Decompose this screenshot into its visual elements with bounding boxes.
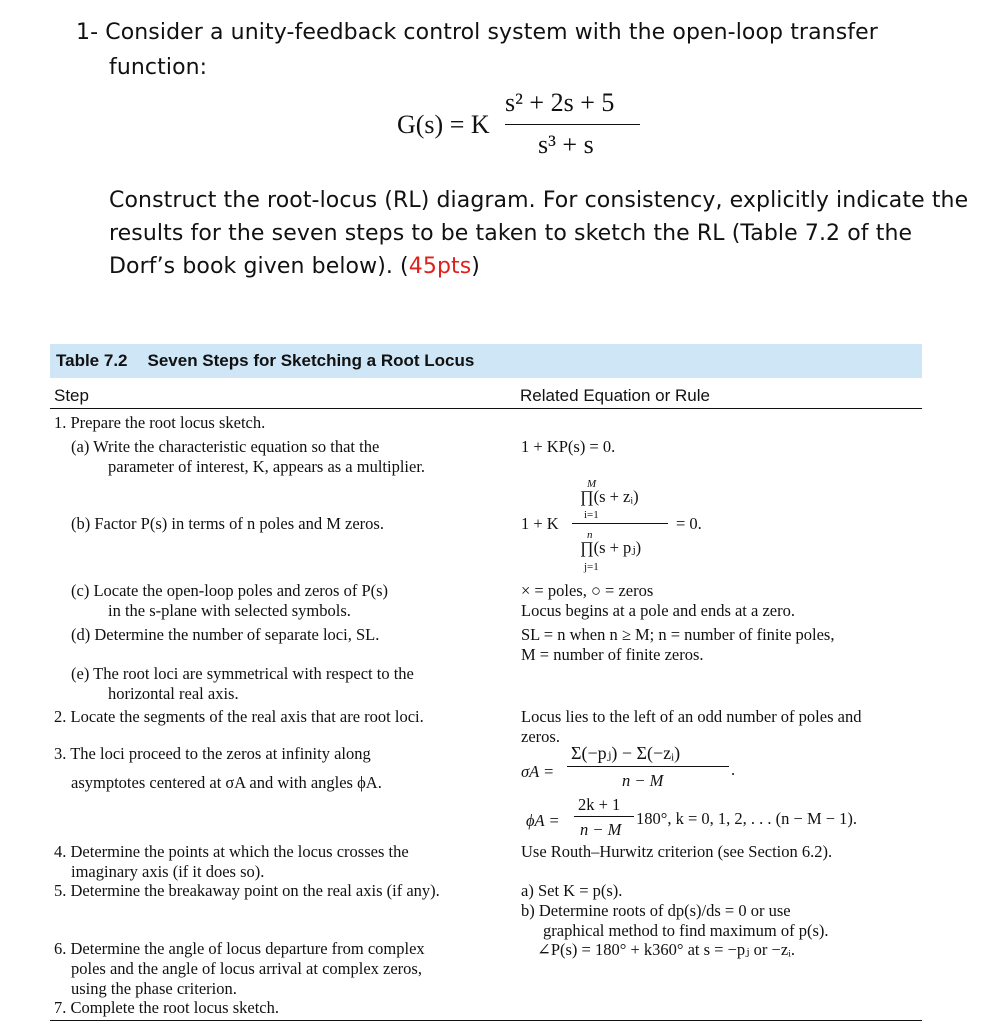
instruction-line-3 <box>109 254 480 279</box>
step-4-line-2: imaginary axis (if it does so). <box>71 862 265 881</box>
step-7: 7. Complete the root locus sketch. <box>54 998 279 1017</box>
step-1e-line-2: horizontal real axis. <box>108 684 239 703</box>
step-6-line-1: 6. Determine the angle of locus departure from complex <box>54 939 425 958</box>
rule-4: Use Routh–Hurwitz criterion (see Section 6.2). <box>521 842 833 861</box>
sigma-period: . <box>731 760 736 779</box>
rule-2-line-2: zeros. <box>521 727 560 746</box>
step-3-line-1: 3. The loci proceed to the zeros at infinity along <box>54 744 371 763</box>
step-1: 1. Prepare the root locus sketch. <box>54 413 266 432</box>
header-rule <box>50 408 922 409</box>
sigma-numerator: Σ(−pⱼ) − Σ(−zᵢ) <box>571 743 681 763</box>
equation-numerator: s² + 2s + 5 <box>505 88 615 117</box>
problem-line-2: function: <box>109 55 208 80</box>
step-2: 2. Locate the segments of the real axis that are root loci. <box>54 707 424 726</box>
step-3-line-2: asymptotes centered at σA and with angles ϕA. <box>71 773 382 792</box>
step-1e-line-1: (e) The root loci are symmetrical with respect to the <box>71 664 414 683</box>
rule-1c-line-2: Locus begins at a pole and ends at a zero. <box>521 601 795 620</box>
rule-1b-fraction-bar <box>572 523 668 524</box>
phi-rest: 180°, k = 0, 1, 2, . . . (n − M − 1). <box>636 809 858 828</box>
table-number: Table 7.2 <box>56 351 128 370</box>
step-1a-line-1: (a) Write the characteristic equation so that the <box>71 437 380 456</box>
step-1c-line-1: (c) Locate the open-loop poles and zeros of P(s) <box>71 581 389 600</box>
rule-1b-suffix: = 0. <box>676 514 702 533</box>
product-lower-limit: i=1 <box>584 509 599 521</box>
equation-lhs: G(s) = K <box>397 110 490 139</box>
column-header-step: Step <box>54 386 89 405</box>
rule-2-line-1: Locus lies to the left of an odd number of poles and <box>521 707 862 726</box>
phi-label: ϕA = <box>526 811 560 830</box>
table-title: Seven Steps for Sketching a Root Locus <box>147 351 475 370</box>
step-4-line-1: 4. Determine the points at which the locus crosses the <box>54 842 409 861</box>
closing-paren: ) <box>471 254 480 279</box>
step-1b: (b) Factor P(s) in terms of n poles and M zeros. <box>71 514 384 533</box>
instruction-text: Dorf’s book given below). ( <box>109 254 409 279</box>
product-upper-limit-den: n <box>587 529 593 541</box>
sigma-fraction-bar <box>567 766 729 767</box>
product-upper-limit: M <box>587 478 597 490</box>
rule-5-line-1: a) Set K = p(s). <box>521 881 623 900</box>
step-6-line-3: using the phase criterion. <box>71 979 237 998</box>
rule-1d-line-1: SL = n when n ≥ M; n = number of finite poles, <box>521 625 835 644</box>
instruction-line-2: results for the seven steps to be taken to sketch the RL (Table 7.2 of the <box>109 221 913 246</box>
rule-5-line-3: graphical method to find maximum of p(s). <box>543 921 829 940</box>
step-5: 5. Determine the breakaway point on the real axis (if any). <box>54 881 440 900</box>
step-1c-line-2: in the s-plane with selected symbols. <box>108 601 351 620</box>
rule-1b-prefix: 1 + K <box>521 514 559 533</box>
rule-1d-line-2: M = number of finite zeros. <box>521 645 704 664</box>
rule-1b-numerator: ∏(s + zᵢ) <box>580 487 639 506</box>
step-1d: (d) Determine the number of separate loci, SL. <box>71 625 380 644</box>
product-lower-limit-den: j=1 <box>584 561 599 573</box>
sigma-denominator: n − M <box>622 771 664 790</box>
phi-numerator: 2k + 1 <box>578 795 621 814</box>
step-1a-line-2: parameter of interest, K, appears as a multiplier. <box>108 457 426 476</box>
problem-line-1: 1- Consider a unity-feedback control system with the open-loop transfer <box>76 20 878 45</box>
rule-1c-line-1: × = poles, ○ = zeros <box>521 581 654 600</box>
rule-6: ∠P(s) = 180° + k360° at s = −pⱼ or −zᵢ. <box>537 940 795 959</box>
rule-5-line-2: b) Determine roots of dp(s)/ds = 0 or use <box>521 901 791 920</box>
instruction-line-1: Construct the root-locus (RL) diagram. For consistency, explicitly indicate the <box>109 188 969 213</box>
phi-denominator: n − M <box>580 820 622 839</box>
table-caption <box>56 351 474 371</box>
column-header-rule: Related Equation or Rule <box>520 386 710 405</box>
table-bottom-rule <box>50 1020 922 1021</box>
points-label: 45pts <box>408 254 472 279</box>
equation-denominator: s³ + s <box>538 130 594 159</box>
sigma-label: σA = <box>521 762 555 781</box>
equation-fraction-bar <box>505 124 640 125</box>
phi-fraction-bar <box>574 816 634 817</box>
rule-1a: 1 + KP(s) = 0. <box>521 437 616 456</box>
rule-1b-denominator: ∏(s + pⱼ) <box>580 538 642 557</box>
step-6-line-2: poles and the angle of locus arrival at complex zeros, <box>71 959 422 978</box>
